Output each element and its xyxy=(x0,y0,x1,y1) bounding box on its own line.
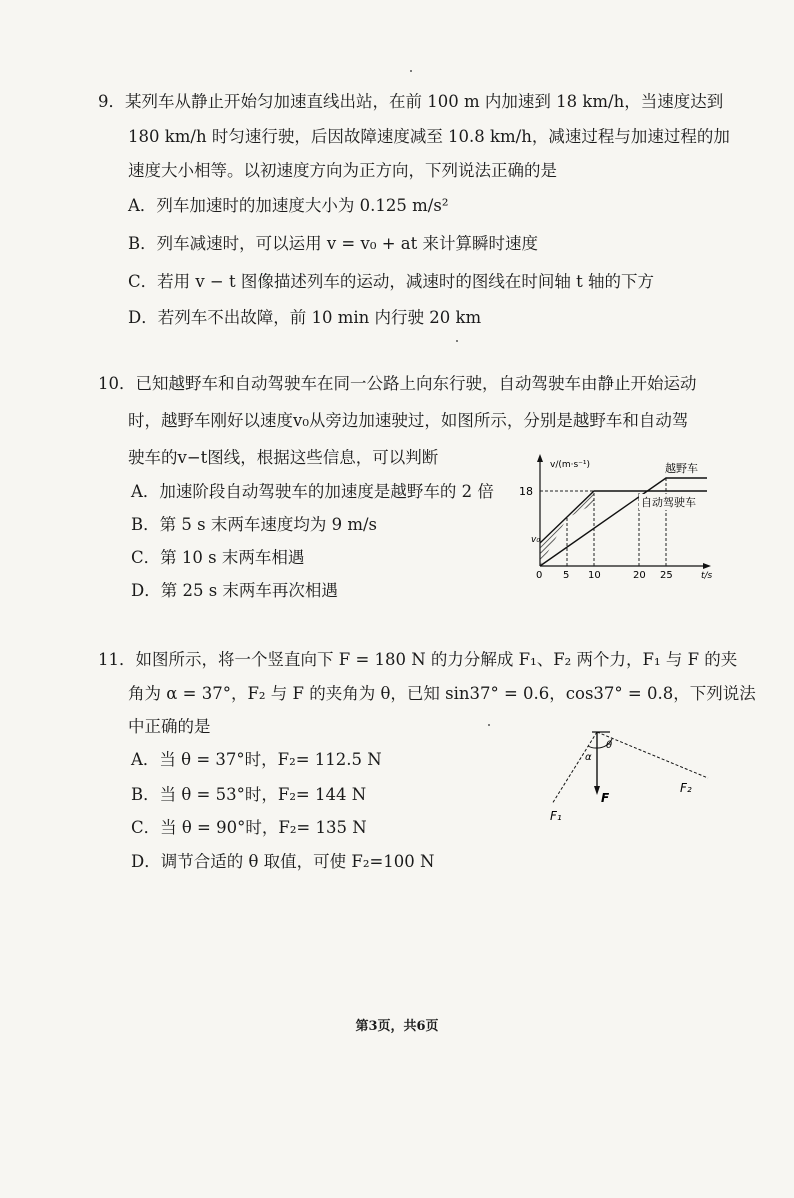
y-axis-arrow-icon xyxy=(537,454,543,462)
label-auto: 自动驾驶车 xyxy=(641,496,696,509)
y-tick-v0: v₀ xyxy=(531,535,540,545)
label-F: F xyxy=(601,791,610,805)
scan-mark xyxy=(410,70,412,72)
label-F1: F₁ xyxy=(550,809,562,823)
q9-number: 9． xyxy=(98,92,125,111)
q11-line2: 角为 α = 37°，F₂ 与 F 的夹角为 θ，已知 sin37° = 0.6，cos37° = 0.8，下列说法 xyxy=(128,684,756,703)
q10-option-a: A．加速阶段自动驾驶车的加速度是越野车的 2 倍 xyxy=(131,482,494,501)
x-tick-0: 0 xyxy=(536,570,543,581)
q11-option-c: C．当 θ = 90°时，F₂= 135 N xyxy=(131,818,367,837)
q9-line1 xyxy=(98,92,723,112)
q10-line1 xyxy=(98,374,697,394)
q10-line3: 驶车的v−t图线，根据这些信息，可以判断 xyxy=(128,448,439,467)
x-tick-25: 25 xyxy=(660,570,673,581)
q9-line3: 速度大小相等。以初速度方向为正方向，下列说法正确的是 xyxy=(128,161,557,180)
page-footer: 第3页，共6页 xyxy=(355,1019,439,1034)
label-alpha: α xyxy=(585,752,592,763)
q9-text-1: 某列车从静止开始匀加速直线出站，在前 100 m 内加速到 18 km/h，当速度达到 xyxy=(125,92,724,111)
y-tick-18: 18 xyxy=(519,485,533,498)
force-f-arrow-icon xyxy=(594,786,600,795)
q11-line3: 中正确的是 xyxy=(128,717,211,736)
x-axis-arrow-icon xyxy=(703,563,711,569)
angle-alpha-arc xyxy=(588,746,597,748)
vt-graph xyxy=(515,448,715,583)
force-diagram xyxy=(540,722,720,827)
q9-option-b: B．列车减速时，可以运用 v = v₀ + at 来计算瞬时速度 xyxy=(128,234,538,253)
q10-option-b: B．第 5 s 末两车速度均为 9 m/s xyxy=(131,515,377,534)
q11-option-a: A．当 θ = 37°时，F₂= 112.5 N xyxy=(131,750,382,769)
force-f2-line xyxy=(597,732,708,778)
q10-number: 10． xyxy=(98,374,136,393)
x-axis-label: t/s xyxy=(701,571,713,581)
q9-option-a: A．列车加速时的加速度大小为 0.125 m/s² xyxy=(128,196,449,215)
x-tick-20: 20 xyxy=(633,570,646,581)
scan-mark xyxy=(488,724,490,726)
q10-option-c: C．第 10 s 末两车相遇 xyxy=(131,548,305,567)
q9-option-d: D．若列车不出故障，前 10 min 内行驶 20 km xyxy=(128,308,482,327)
x-tick-5: 5 xyxy=(563,570,570,581)
q11-line1 xyxy=(98,650,737,670)
q11-option-d: D．调节合适的 θ 取值，可使 F₂=100 N xyxy=(131,852,435,871)
q9-option-c: C．若用 v − t 图像描述列车的运动，减速时的图线在时间轴 t 轴的下方 xyxy=(128,272,655,291)
q10-text-1: 已知越野车和自动驾驶车在同一公路上向东行驶，自动驾驶车由静止开始运动 xyxy=(135,374,697,393)
q11-option-b: B．当 θ = 53°时，F₂= 144 N xyxy=(131,785,367,804)
label-offroad: 越野车 xyxy=(665,462,698,475)
label-F2: F₂ xyxy=(680,781,692,795)
hatch-region-1 xyxy=(540,518,567,566)
force-f1-line xyxy=(552,732,597,804)
q10-line2: 时，越野车刚好以速度v₀从旁边加速驶过，如图所示，分别是越野车和自动驾 xyxy=(128,411,689,430)
q10-option-d: D．第 25 s 末两车再次相遇 xyxy=(131,581,338,600)
scan-mark xyxy=(456,340,458,342)
x-tick-10: 10 xyxy=(588,570,601,581)
label-theta: θ xyxy=(606,740,613,751)
q9-line2: 180 km/h 时匀速行驶，后因故障速度减至 10.8 km/h，减速过程与加速过程的加 xyxy=(128,127,730,146)
y-axis-label: v/(m·s⁻¹) xyxy=(550,460,591,470)
q11-text-1: 如图所示，将一个竖直向下 F = 180 N 的力分解成 F₁、F₂ 两个力，F₁ 与 F 的夹 xyxy=(135,650,738,669)
q11-number: 11． xyxy=(98,650,136,669)
